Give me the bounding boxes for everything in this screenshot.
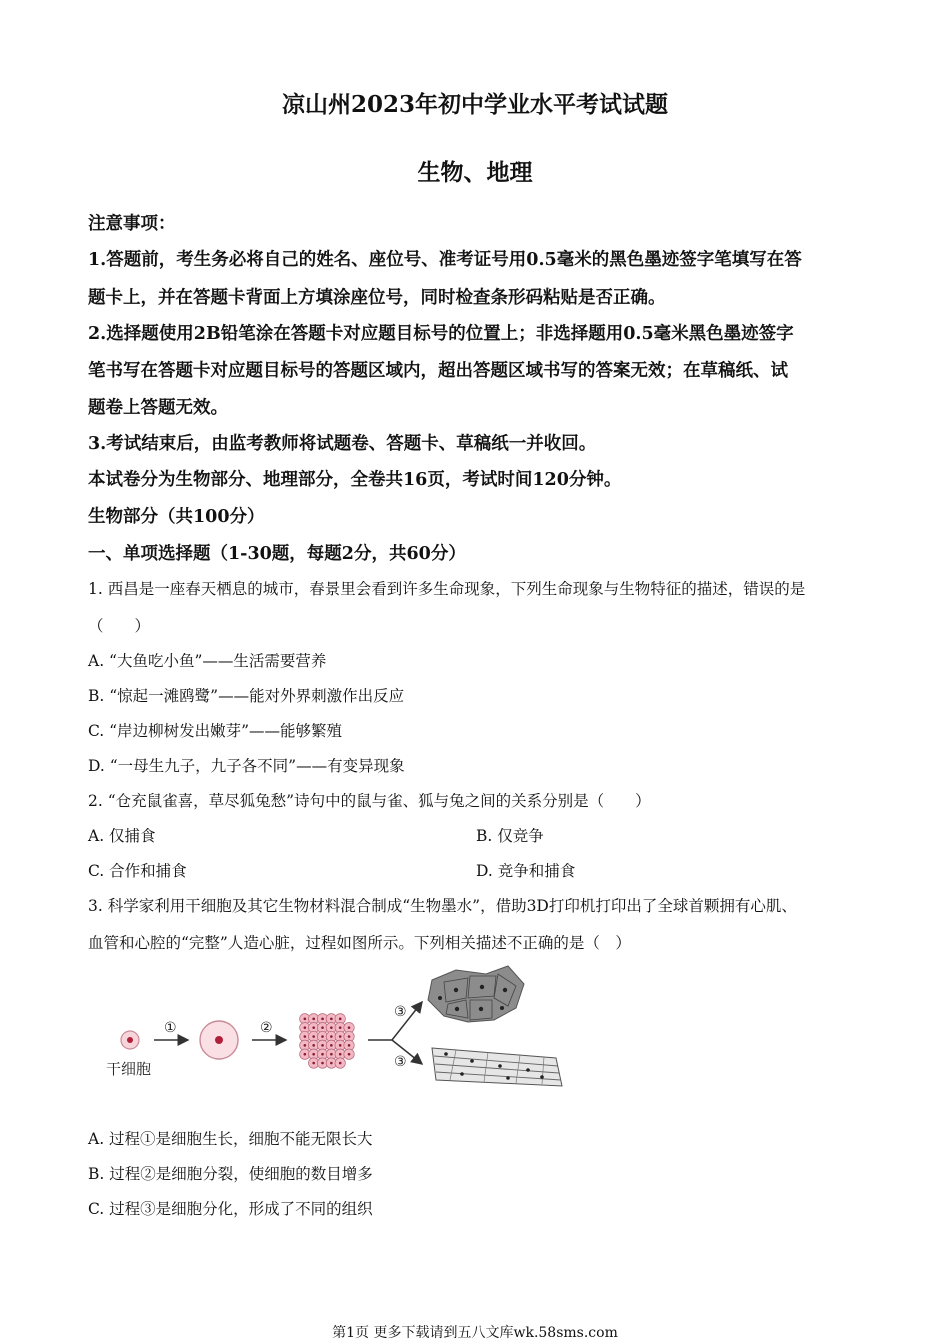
stem-cell-icon	[121, 1031, 139, 1049]
stem-cell-label: 干细胞	[106, 1060, 152, 1078]
q2-option-d: D. 竞争和捕食	[476, 862, 576, 880]
page-footer: 第1页 更多下载请到五八文库wk.58sms.com	[332, 1325, 618, 1341]
cluster-cell-nucleus	[321, 1018, 324, 1021]
cluster-cell-nucleus	[348, 1044, 351, 1047]
cluster-cell-nucleus	[321, 1044, 324, 1047]
cluster-cell-nucleus	[339, 1026, 342, 1029]
cluster-cell-nucleus	[348, 1053, 351, 1056]
step2-label: ②	[260, 1020, 273, 1036]
notice-item2-line2: 笔书写在答题卡对应题目标号的答题区域内，超出答题区域书写的答案无效；在草稿纸、试	[88, 361, 788, 381]
notice-item3: 3.考试结束后，由监考教师将试题卷、答题卡、草稿纸一并收回。	[88, 434, 597, 454]
notice-item1-line1: 1.答题前，考生务必将自己的姓名、座位号、准考证号用0.5毫米的黑色墨迹签字笔填写在答	[88, 250, 802, 270]
cluster-cell-nucleus	[312, 1053, 315, 1056]
cluster-cell-nucleus	[339, 1035, 342, 1038]
notice-heading: 注意事项：	[88, 214, 176, 234]
cluster-cell-nucleus	[321, 1026, 324, 1029]
cluster-cell-nucleus	[339, 1018, 342, 1021]
q2-option-a: A. 仅捕食	[88, 827, 156, 845]
q1-option-a: A. “大鱼吃小鱼”——生活需要营养	[88, 652, 327, 670]
tissue-polygonal-icon	[428, 966, 524, 1022]
notice-item1-line2: 题卡上，并在答题卡背面上方填涂座位号，同时检查条形码粘贴是否正确。	[88, 288, 666, 308]
cluster-cell-nucleus	[312, 1044, 315, 1047]
exam-subtitle: 生物、地理	[417, 159, 533, 186]
q2-stem: 2. “仓充鼠雀喜，草尽狐兔愁”诗句中的鼠与雀、狐与兔之间的关系分别是（ ）	[88, 792, 651, 810]
step3b-label: ③	[394, 1054, 407, 1070]
cluster-cell-nucleus	[348, 1026, 351, 1029]
cluster-cell-nucleus	[312, 1018, 315, 1021]
q1-option-b: B. “惊起一滩鸥鹭”——能对外界刺激作出反应	[88, 687, 405, 705]
cluster-cell-nucleus	[339, 1053, 342, 1056]
cluster-cell-nucleus	[304, 1053, 307, 1056]
cluster-cell-nucleus	[330, 1053, 333, 1056]
notice-item2-line1: 2.选择题使用2B铅笔涂在答题卡对应题目标号的位置上；非选择题用0.5毫米黑色墨迹签字	[88, 324, 794, 344]
cell-cluster-icon	[300, 1014, 355, 1069]
q1-stem-line2: （ ）	[88, 617, 151, 635]
stem-cell-figure	[96, 962, 576, 1097]
cluster-cell-nucleus	[330, 1035, 333, 1038]
cluster-cell-nucleus	[304, 1026, 307, 1029]
q1-option-c: C. “岸边柳树发出嫩芽”——能够繁殖	[88, 722, 343, 740]
cluster-cell-nucleus	[330, 1026, 333, 1029]
cluster-cell-nucleus	[304, 1018, 307, 1021]
step1-label: ①	[164, 1020, 177, 1036]
cluster-cell-nucleus	[321, 1062, 324, 1065]
exam-info: 本试卷分为生物部分、地理部分，全卷共16页，考试时间120分钟。	[88, 470, 622, 490]
cluster-cell-nucleus	[304, 1044, 307, 1047]
cluster-cell-nucleus	[348, 1035, 351, 1038]
q3-option-b: B. 过程②是细胞分裂，使细胞的数目增多	[88, 1165, 373, 1183]
biology-part-heading: 生物部分（共100分）	[88, 507, 265, 527]
exam-title: 凉山州2023年初中学业水平考试试题	[281, 91, 668, 118]
grown-cell-icon	[200, 1021, 238, 1059]
cluster-cell-nucleus	[330, 1062, 333, 1065]
step3a-label: ③	[394, 1004, 407, 1020]
cluster-cell-nucleus	[312, 1035, 315, 1038]
cluster-cell-nucleus	[304, 1035, 307, 1038]
q3-option-c: C. 过程③是细胞分化，形成了不同的组织	[88, 1200, 373, 1218]
tissue-fiber-icon	[432, 1048, 562, 1086]
q1-option-d: D. “一母生九子，九子各不同”——有变异现象	[88, 757, 405, 775]
q3-option-a: A. 过程①是细胞生长，细胞不能无限长大	[88, 1130, 373, 1148]
q2-option-b: B. 仅竞争	[476, 827, 544, 845]
cluster-cell-nucleus	[330, 1018, 333, 1021]
q2-option-c: C. 合作和捕食	[88, 862, 187, 880]
cluster-cell-nucleus	[321, 1053, 324, 1056]
q3-stem-line2: 血管和心腔的“完整”人造心脏，过程如图所示。下列相关描述不正确的是（ ）	[88, 934, 631, 952]
cluster-cell-nucleus	[312, 1062, 315, 1065]
notice-item2-line3: 题卷上答题无效。	[88, 398, 228, 418]
cluster-cell-nucleus	[339, 1044, 342, 1047]
cluster-cell-nucleus	[330, 1044, 333, 1047]
q3-stem-line1: 3. 科学家利用干细胞及其它生物材料混合制成“生物墨水”，借助3D打印机打印出了全球首颗拥有心肌、	[88, 897, 797, 915]
cluster-cell-nucleus	[312, 1026, 315, 1029]
q1-stem-line1: 1. 西昌是一座春天栖息的城市，春景里会看到许多生命现象，下列生命现象与生物特征的描述，错误的是	[88, 580, 806, 598]
cluster-cell-nucleus	[321, 1035, 324, 1038]
section-heading: 一、单项选择题（1-30题，每题2分，共60分）	[88, 544, 466, 564]
cluster-cell-nucleus	[339, 1062, 342, 1065]
